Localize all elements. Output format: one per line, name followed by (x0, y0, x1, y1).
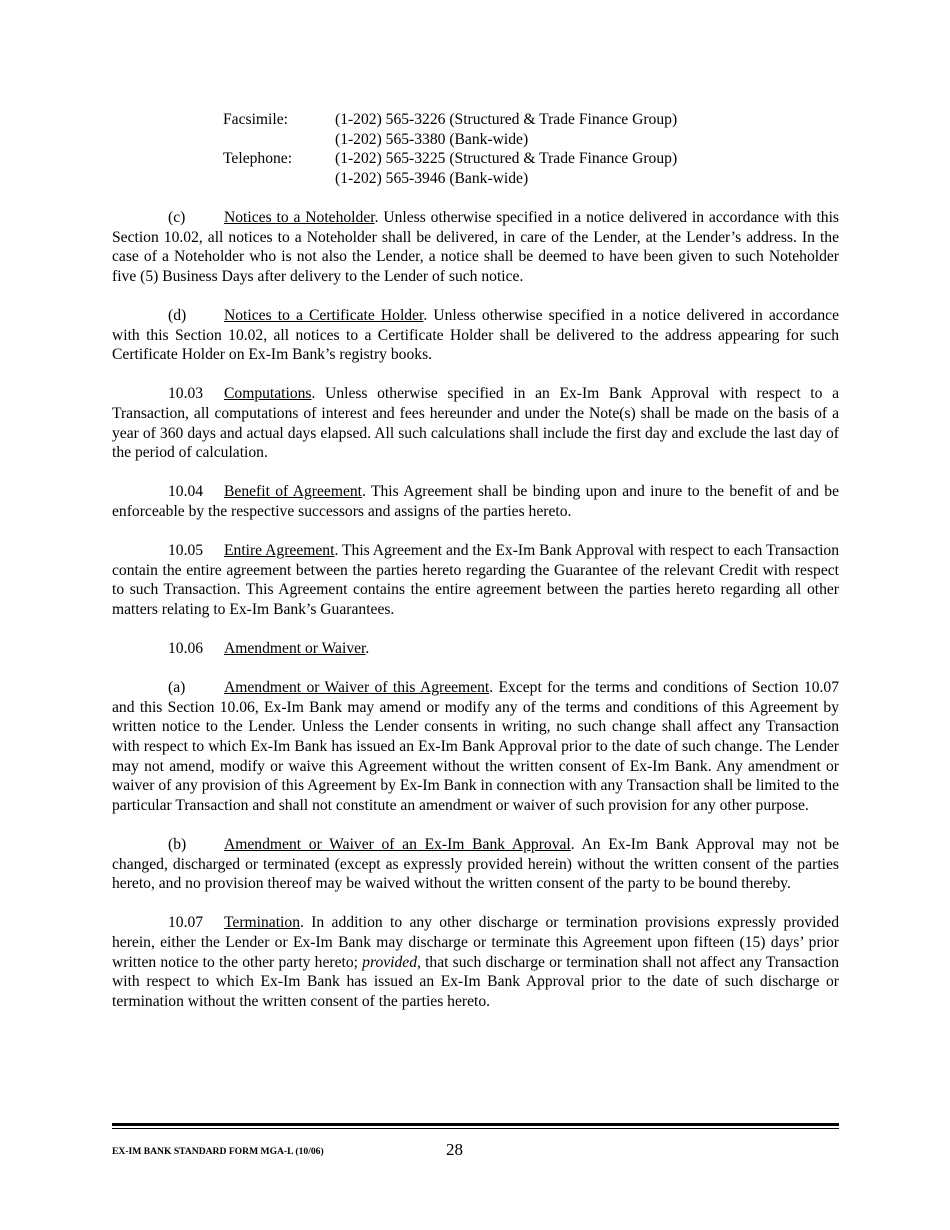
telephone-label: Telephone: (223, 150, 293, 168)
section-10-07-body-italic: provided (362, 953, 418, 971)
section-d-title: Notices to a Certificate Holder (224, 306, 424, 324)
section-10-06-a-body: . Except for the terms and conditions of Section 10.07 and this Section 10.06, Ex-Im Bank may amend or modify any of the terms and conditions of this Agreement by written notice to the Lender. Unless the Lender consents in writing, no such change shall affect any Transaction with respect to which Ex-Im Bank has issued an Ex-Im Bank Approval prior to the date of such change. The Lender may not amend, modify or waive this Agreement without the written consent of Ex-Im Bank. Any amendment or waiver of any provision of this Agreement by Ex-Im Bank in connection with any Transaction shall be limited to the particular Transaction and shall not constitute an amendment or waiver of such provision for any other purpose. (112, 679, 839, 814)
section-d-paragraph (112, 306, 839, 365)
section-c-paragraph (112, 208, 839, 286)
section-10-05-paragraph (112, 541, 839, 619)
telephone-row (223, 149, 839, 188)
section-10-05-body: . This Agreement and the Ex-Im Bank Approval with respect to each Transaction contain the entire agreement between the parties hereto regarding the Guarantee of the relevant Credit with respect to such Transaction. This Agreement contains the entire agreement between the parties hereto regarding all other matters relating to Ex-Im Bank’s Guarantees. (112, 542, 840, 618)
facsimile-values (335, 110, 677, 149)
section-10-07-body-part2: , that such discharge or termination shall not affect any Transaction with respect to which Ex-Im Bank has issued an Ex-Im Bank Approval prior to the date of such discharge or termination without the written consent of the parties hereto. (112, 953, 839, 1010)
section-c-body: . Unless otherwise specified in a notice delivered in accordance with this Section 10.02, all notices to a Noteholder shall be delivered, in care of the Lender, at the Lender’s address. In the case of a Noteholder who is not also the Lender, a notice shall be deemed to have been given to such Noteholder five (5) Business Days after delivery to the Lender of such notice. (112, 208, 840, 285)
section-10-04-title: Benefit of Agreement (224, 483, 363, 501)
section-10-06-number: 10.06 (168, 640, 204, 658)
facsimile-row (223, 110, 839, 149)
section-10-03-body: . Unless otherwise specified in an Ex-Im Bank Approval with respect to a Transaction, all computations of interest and fees hereunder and under the Note(s) shall be made on the basis of a year of 360 days and actual days elapsed. All such calculations shall include the first day and exclude the last day of the period of calculation. (112, 385, 839, 462)
footer-rule-thin (112, 1128, 839, 1129)
facsimile-number-2: (1-202) 565-3380 (Bank-wide) (335, 130, 529, 148)
section-10-07-paragraph (112, 913, 839, 1011)
section-d-body: . Unless otherwise specified in a notice delivered in accordance with this Section 10.02, all notices to a Certificate Holder shall be delivered to the address appearing for such Certificate Holder on Ex-Im Bank’s registry books. (112, 306, 839, 364)
section-10-04-number: 10.04 (168, 483, 204, 501)
section-10-03-number: 10.03 (168, 385, 204, 403)
section-10-07-title: Termination (224, 914, 300, 932)
telephone-values (335, 149, 677, 188)
section-10-06-body: . (365, 640, 370, 658)
facsimile-number-1: (1-202) 565-3226 (Structured & Trade Finance Group) (335, 111, 678, 128)
section-10-06-heading (112, 639, 839, 659)
section-d-number: (d) (168, 306, 187, 324)
section-10-05-number: 10.05 (168, 542, 204, 560)
section-c-number: (c) (168, 208, 186, 226)
document-page (112, 110, 839, 1031)
section-10-03-paragraph (112, 384, 839, 462)
telephone-number-2: (1-202) 565-3946 (Bank-wide) (335, 169, 529, 187)
section-10-06-b-number: (b) (168, 835, 187, 853)
telephone-number-1: (1-202) 565-3225 (Structured & Trade Finance Group) (335, 150, 678, 168)
contact-block (223, 110, 839, 188)
section-10-03-title: Computations (224, 385, 312, 403)
section-10-06-b-title: Amendment or Waiver of an Ex-Im Bank Approval (224, 835, 571, 853)
section-10-05-title: Entire Agreement (224, 542, 335, 560)
section-10-06-b-body: . An Ex-Im Bank Approval may not be changed, discharged or terminated (except as expressly provided herein) without the written consent of the parties hereto, and no provision thereof may be waived without the written consent of the party to be bound thereby. (112, 835, 840, 893)
section-10-04-body: . This Agreement shall be binding upon and inure to the benefit of and be enforceable by the respective successors and assigns of the parties hereto. (112, 483, 839, 520)
section-10-06-a-number: (a) (168, 679, 186, 697)
section-10-07-body-part1: . In addition to any other discharge or termination provisions expressly provided herein, either the Lender or Ex-Im Bank may discharge or terminate this Agreement upon fifteen (15) days’ prior written notice to the other party hereto; (112, 914, 839, 971)
section-10-06-b-paragraph (112, 835, 839, 894)
footer-rule-thick (112, 1123, 839, 1126)
section-10-06-title: Amendment or Waiver (224, 640, 366, 658)
section-10-06-a-paragraph (112, 678, 839, 815)
section-c-title: Notices to a Noteholder (224, 208, 375, 226)
section-10-07-number: 10.07 (168, 914, 204, 932)
footer-page-number: 28 (446, 1140, 463, 1159)
section-10-06-a-title: Amendment or Waiver of this Agreement (224, 679, 490, 697)
section-10-04-paragraph (112, 482, 839, 521)
footer-form-label: EX-IM BANK STANDARD FORM MGA-L (10/06) (112, 1146, 324, 1157)
facsimile-label: Facsimile: (223, 111, 288, 128)
